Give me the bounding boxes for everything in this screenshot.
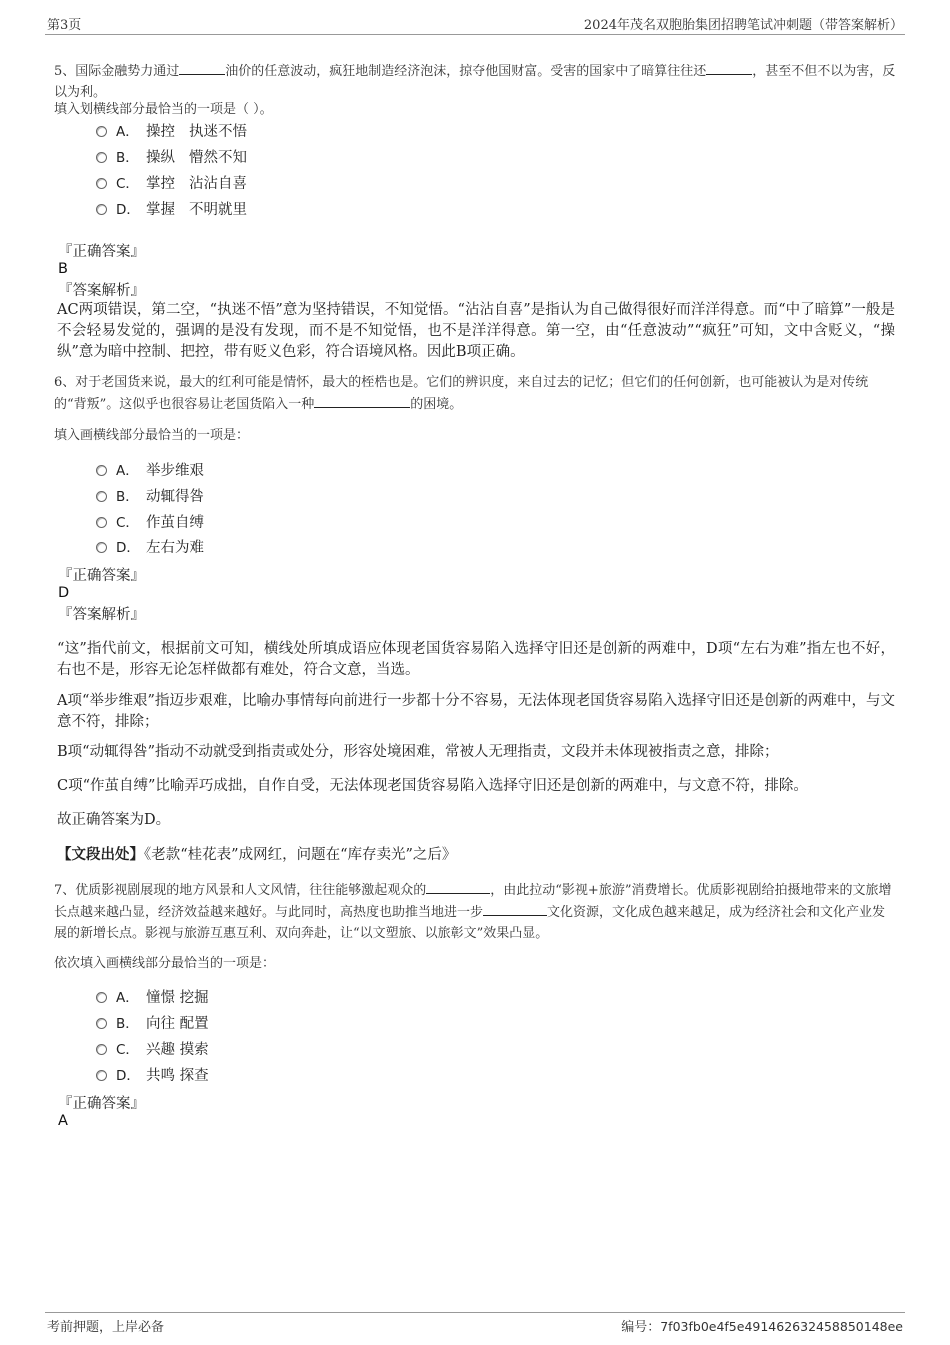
radio-icon[interactable] <box>96 1018 107 1029</box>
question-6-option-a[interactable]: A． 举步维艰 <box>96 460 204 482</box>
stem-text: 6、对于老国货来说，最大的红利可能是情怀，最大的桎梏也是。它们的辨识度，来自过去的记忆；但它们的任何创新，也可能被认为是对传统的“背叛”。这似乎也很容易让老国货陷入一种 <box>54 375 869 412</box>
question-5-option-b[interactable]: B． 操纵 懵然不知 <box>96 147 247 169</box>
fill-blank <box>483 901 547 916</box>
question-7-option-a[interactable]: A． 憧憬 挖掘 <box>96 987 209 1009</box>
question-6-prompt: 填入画横线部分最恰当的一项是： <box>54 428 250 443</box>
page-footer <box>45 1312 905 1335</box>
footer-slogan: 考前押题，上岸必备 <box>47 1320 165 1335</box>
fill-blank <box>706 60 752 75</box>
stem-text: 油价的任意波动，疯狂地制造经济泡沫，掠夺他国财富。受害的国家中了暗算往往还 <box>225 64 707 79</box>
radio-icon[interactable] <box>96 1070 107 1081</box>
question-7-option-b[interactable]: B． 向往 配置 <box>96 1013 209 1035</box>
document-id: 编号：7f03fb0e4f5e491462632458850148ee <box>621 1319 903 1335</box>
radio-icon[interactable] <box>96 126 107 137</box>
radio-icon[interactable] <box>96 1044 107 1055</box>
correct-answer: D <box>58 585 70 601</box>
document-title: 2024年茂名双胞胎集团招聘笔试冲刺题（带答案解析） <box>583 18 903 33</box>
stem-text: ，甚至不但不以为害，反以为利。 <box>54 64 896 100</box>
source-line: 【文段出处】《老款“桂花表”成网红，问题在“库存卖光”之后》 <box>57 846 457 863</box>
stem-text: 的困境。 <box>410 397 463 412</box>
question-7-prompt: 依次填入画横线部分最恰当的一项是： <box>54 956 276 971</box>
analysis-paragraph: A项“举步维艰”指迈步艰难，比喻办事情每向前进行一步都十分不容易，无法体现老国货容易陷入选择守旧还是创新的两难中，与文意不符，排除； <box>57 693 895 730</box>
question-5-prompt: 填入划横线部分最恰当的一项是（ ）。 <box>54 102 273 117</box>
radio-icon[interactable] <box>96 204 107 215</box>
radio-icon[interactable] <box>96 517 107 528</box>
page-number: 第3页 <box>47 18 82 33</box>
fill-blank <box>426 879 490 894</box>
analysis-paragraph: “这”指代前文，根据前文可知，横线处所填成语应体现老国货容易陷入选择守旧还是创新的两难中，D项“左右为难”指左也不好，右也不是，形容无论怎样做都有难处，符合文意，当选。 <box>57 641 895 678</box>
radio-icon[interactable] <box>96 178 107 189</box>
stem-text: ，由此拉动“影视+旅游”消费增长。优质影视剧给拍摄地带来的文旅增长点越来越凸显，经济效益越来越好。与此同时，高热度也助推当地进一步 <box>54 883 892 920</box>
question-7-option-c[interactable]: C． 兴趣 摸索 <box>96 1039 209 1061</box>
stem-text: 文化资源，文化成色越来越足，成为经济社会和文化产业发展的新增长点。影视与旅游互惠互利、双向奔赴，让“以文塑旅、以旅彰文”效果凸显。 <box>54 905 886 941</box>
question-7-stem <box>54 879 896 944</box>
answer-label: 『正确答案』 <box>58 244 145 260</box>
question-7-option-d[interactable]: D． 共鸣 探查 <box>96 1065 209 1087</box>
analysis-text: AC两项错误，第二空，“执迷不悟”意为坚持错误，不知觉悟。“沾沾自喜”是指认为自己做得很好而洋洋得意。而“中了暗算”一般是不会轻易发觉的，强调的是没有发现，而不是不知觉悟，也不是洋洋得意。第一空，由“任意波动”“疯狂”可知，文中含贬义，“操纵”意为暗中控制、把控，带有贬义色彩，符合语境风格。因此B项正确。 <box>57 302 895 360</box>
question-6-option-b[interactable]: B． 动辄得咎 <box>96 486 204 508</box>
question-5-option-a[interactable]: A． 操控 执迷不悟 <box>96 121 247 143</box>
correct-answer: B <box>58 261 68 277</box>
page-header <box>45 12 905 35</box>
fill-blank <box>314 393 410 408</box>
radio-icon[interactable] <box>96 542 107 553</box>
fill-blank <box>179 60 225 75</box>
question-5-option-c[interactable]: C． 掌控 沾沾自喜 <box>96 173 247 195</box>
analysis-paragraph: B项“动辄得咎”指动不动就受到指责或处分，形容处境困难，常被人无理指责，文段并未体现被指责之意，排除； <box>57 744 779 760</box>
question-6-option-d[interactable]: D． 左右为难 <box>96 537 204 559</box>
radio-icon[interactable] <box>96 465 107 476</box>
answer-label: 『正确答案』 <box>58 568 145 584</box>
radio-icon[interactable] <box>96 992 107 1003</box>
question-5-option-d[interactable]: D． 掌握 不明就里 <box>96 199 247 221</box>
radio-icon[interactable] <box>96 152 107 163</box>
analysis-label: 『答案解析』 <box>58 283 145 299</box>
question-5-stem <box>54 60 896 103</box>
stem-text: 5、国际金融势力通过 <box>54 64 180 79</box>
analysis-label: 『答案解析』 <box>58 607 145 623</box>
answer-label: 『正确答案』 <box>58 1096 145 1112</box>
analysis-paragraph: C项“作茧自缚”比喻弄巧成拙，自作自受，无法体现老国货容易陷入选择守旧还是创新的两难中，与文意不符，排除。 <box>57 778 808 794</box>
radio-icon[interactable] <box>96 491 107 502</box>
question-6-option-c[interactable]: C． 作茧自缚 <box>96 512 204 534</box>
correct-answer: A <box>58 1113 68 1129</box>
question-6-stem <box>54 372 896 415</box>
stem-text: 7、优质影视剧展现的地方风景和人文风情，往往能够激起观众的 <box>54 883 427 898</box>
analysis-conclusion: 故正确答案为D。 <box>57 812 171 828</box>
